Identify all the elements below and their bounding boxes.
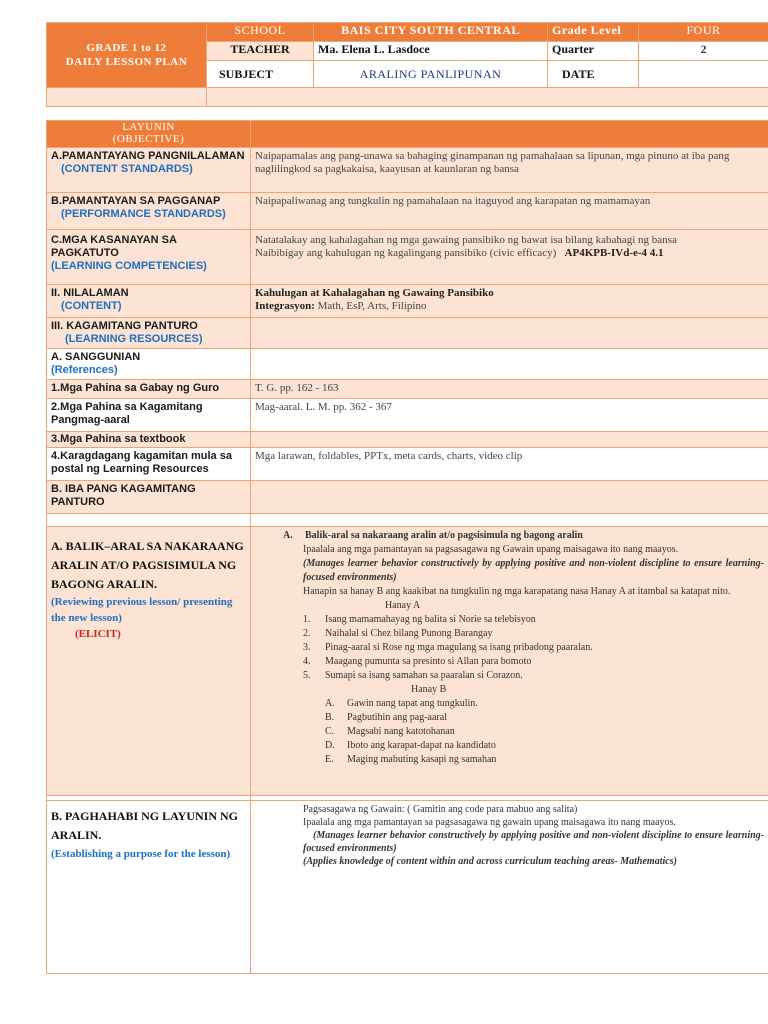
purpose-sub: (Establishing a purpose for the lesson) <box>51 848 231 860</box>
purpose-cell <box>251 801 768 974</box>
additional-materials-label: 4.Karagdagang kagamitan mula sa postal ng Learning Resources <box>47 448 251 481</box>
date-label: DATE <box>548 61 639 88</box>
review-heading-marker: A. <box>283 530 293 541</box>
review-cell <box>251 527 768 796</box>
hanay-b-item-text: Iboto ang karapat-dapat na kandidato <box>347 740 496 751</box>
hanay-a-item <box>303 669 764 683</box>
integration-label: Integrasyon: <box>255 300 315 312</box>
content-title: Kahulugan at Kahalagahan ng Gawaing Pansibiko <box>255 287 494 299</box>
teacher-value: Ma. Elena L. Lasdoce <box>314 42 548 61</box>
date-value <box>639 61 768 88</box>
hanay-a-item-marker: 1. <box>303 614 311 625</box>
review-instruction: Hanapin sa hanay B ang kaakibat na tungkulin ng mga karapatang nasa Hanay A at itambal sa katapat nito. <box>303 586 731 597</box>
performance-standards-text: Naipapaliwanag ang tungkulin ng pamahalaan na itaguyod ang karapatan ng mamamayan <box>251 193 768 230</box>
learning-competencies-label-cell <box>47 230 251 285</box>
review-label-cell <box>47 527 251 796</box>
learning-resources-label-cell <box>47 318 251 349</box>
hanay-b-item-marker: B. <box>325 712 335 723</box>
hanay-b-item <box>325 725 764 739</box>
hanay-b-item-text: Maging mabuting kasapi ng samahan <box>347 754 497 765</box>
hanay-a-item-text: Maagang pumunta sa presinto si Allan para bomoto <box>325 656 532 667</box>
hanay-b-item <box>325 753 764 767</box>
hanay-a-list <box>255 613 764 683</box>
hanay-a-item-marker: 4. <box>303 656 311 667</box>
subject-label: SUBJECT <box>207 61 314 88</box>
references-value <box>251 349 768 380</box>
purpose-applies: (Applies knowledge of content within and across curriculum teaching areas- Mathematics) <box>303 856 677 867</box>
hanay-a-item <box>303 627 764 641</box>
content-cell <box>251 285 768 318</box>
quarter-label: Quarter <box>548 42 639 61</box>
lesson-plan-table <box>46 120 768 974</box>
learning-competencies-cell <box>251 230 768 285</box>
hanay-b-title: Hanay B <box>411 684 447 695</box>
textbook-label: 3.Mga Pahina sa textbook <box>47 432 251 448</box>
content-standards-sub: (CONTENT STANDARDS) <box>61 163 193 175</box>
integration-value: Math, EsP, Arts, Filipino <box>314 300 427 312</box>
content-label: II. NILALAMAN <box>51 287 129 299</box>
review-intro: Ipaalala ang mga pamantayan sa pagsasagawa ng Gawain upang maisagawa ito nang maayos. <box>303 544 679 555</box>
objective-subtitle: (OBJECTIVE) <box>112 133 185 145</box>
objective-title: LAYUNIN <box>122 121 175 133</box>
hanay-b-list <box>255 697 764 767</box>
performance-standards-sub: (PERFORMANCE STANDARDS) <box>61 208 226 220</box>
grade-level-value: FOUR <box>639 23 768 42</box>
hanay-a-item-marker: 5. <box>303 670 311 681</box>
purpose-manages: (Manages learner behavior constructively by applying positive and non-violent discipline to ensure learning-focused environments) <box>303 830 764 854</box>
header-filler-left <box>47 88 207 107</box>
review-sub: (Reviewing previous lesson/ presenting the new lesson) <box>51 596 233 624</box>
references-sub: (References) <box>51 364 118 376</box>
review-label: A. BALIK–ARAL SA NAKARAANG ARALIN AT/O PAGSISIMULA NG BAGONG ARALIN. <box>51 539 244 591</box>
grade-level-label: Grade Level <box>548 23 639 42</box>
textbook-value <box>251 432 768 448</box>
hanay-a-item-marker: 3. <box>303 642 311 653</box>
hanay-b-item-text: Pagbutihin ang pag-aaral <box>347 712 447 723</box>
learning-resources-sub: (LEARNING RESOURCES) <box>65 333 203 345</box>
hanay-a-item-marker: 2. <box>303 628 311 639</box>
hanay-a-title: Hanay A <box>385 600 421 611</box>
purpose-label: B. PAGHAHABI NG LAYUNIN NG ARALIN. <box>51 809 239 842</box>
hanay-b-item <box>325 711 764 725</box>
spacer-left <box>47 514 251 527</box>
learning-competencies-sub: (LEARNING COMPETENCIES) <box>51 260 207 272</box>
learning-competencies-text2: Naibibigay ang kahulugan ng kagalingang pansibiko (civic efficacy) <box>255 247 557 259</box>
spacer-right <box>251 514 768 527</box>
additional-materials-text: Mga larawan, foldables, PPTx, meta cards, charts, video clip <box>251 448 768 481</box>
hanay-a-item-text: Naihalal si Chez bilang Punong Barangay <box>325 628 493 639</box>
performance-standards-label-cell <box>47 193 251 230</box>
learner-materials-text: Mag-aaral. L. M. pp. 362 - 367 <box>251 399 768 432</box>
other-resources-label: B. IBA PANG KAGAMITANG PANTURO <box>47 481 251 514</box>
learning-resources-label: III. KAGAMITANG PANTURO <box>51 320 198 332</box>
hanay-b-item-marker: E. <box>325 754 334 765</box>
other-resources-value <box>251 481 768 514</box>
content-sub: (CONTENT) <box>61 300 122 312</box>
performance-standards-label: B.PAMANTAYAN SA PAGGANAP <box>51 195 221 207</box>
competency-code: AP4KPB-IVd-e-4 4.1 <box>564 247 664 259</box>
objective-header <box>47 121 251 148</box>
objective-header-right <box>251 121 768 148</box>
references-label: A. SANGGUNIAN <box>51 351 141 363</box>
hanay-b-item <box>325 739 764 753</box>
hanay-b-item-text: Gawin nang tapat ang tungkulin. <box>347 698 478 709</box>
content-standards-text: Naipapamalas ang pang-unawa sa bahaging ginampanan ng pamahalaan sa lipunan, mga pinuno at iba pang naglilingkod sa pagkakaisa, kaayusan at kaunlaran ng bansa <box>251 148 768 193</box>
school-value: BAIS CITY SOUTH CENTRAL <box>314 23 548 42</box>
references-label-cell <box>47 349 251 380</box>
learning-resources-value <box>251 318 768 349</box>
purpose-line2: Ipaalala ang mga pamantayan sa pagsasagawa ng gawain upang maisagawa ito nang maayos. <box>303 817 676 828</box>
hanay-a-item <box>303 613 764 627</box>
teacher-label: TEACHER <box>207 42 314 61</box>
review-manages: (Manages learner behavior constructively by applying positive and non-violent discipline to ensure learning-focused environments) <box>303 558 764 583</box>
hanay-a-item <box>303 655 764 669</box>
teacher-guide-text: T. G. pp. 162 - 163 <box>251 380 768 399</box>
hanay-b-item-marker: D. <box>325 740 335 751</box>
hanay-a-item <box>303 641 764 655</box>
teacher-guide-label: 1.Mga Pahina sa Gabay ng Guro <box>47 380 251 399</box>
learning-competencies-text1: Natatalakay ang kahalagahan ng mga gawaing pansibiko ng bawat isa bilang kabahagi ng bansa <box>255 234 677 246</box>
content-standards-label-cell <box>47 148 251 193</box>
hanay-b-item-marker: A. <box>325 698 335 709</box>
grade-title <box>47 23 207 88</box>
header-table <box>46 22 768 107</box>
purpose-line1: Pagsasagawa ng Gawain: ( Gamitin ang code para mabuo ang salita) <box>303 804 578 815</box>
quarter-value: 2 <box>639 42 768 61</box>
hanay-b-item-marker: C. <box>325 726 335 737</box>
hanay-a-item-text: Isang mamamahayag ng balita si Norie sa telebisyon <box>325 614 536 625</box>
school-label: SCHOOL <box>207 23 314 42</box>
content-standards-label: A.PAMANTAYANG PANGNILALAMAN <box>51 150 245 162</box>
hanay-a-item-text: Pinag-aaral si Rose ng mga magulang sa isang pribadong paaralan. <box>325 642 593 653</box>
subject-value: ARALING PANLIPUNAN <box>314 61 548 88</box>
purpose-label-cell <box>47 801 251 974</box>
elicit-label: (ELICIT) <box>75 628 121 640</box>
learning-competencies-label: C.MGA KASANAYAN SA PAGKATUTO <box>51 234 177 259</box>
review-heading: Balik-aral sa nakaraang aralin at/o pagsisimula ng bagong aralin <box>305 530 583 541</box>
hanay-b-item <box>325 697 764 711</box>
learner-materials-label: 2.Mga Pahina sa Kagamitang Pangmag-aaral <box>47 399 251 432</box>
content-label-cell <box>47 285 251 318</box>
hanay-b-item-text: Magsabi nang katotohanan <box>347 726 455 737</box>
hanay-a-item-text: Sumapi sa isang samahan sa paaralan si Corazon. <box>325 670 523 681</box>
header-filler-right <box>207 88 768 107</box>
grade-title-text: GRADE 1 to 12 DAILY LESSON PLAN <box>65 42 188 68</box>
